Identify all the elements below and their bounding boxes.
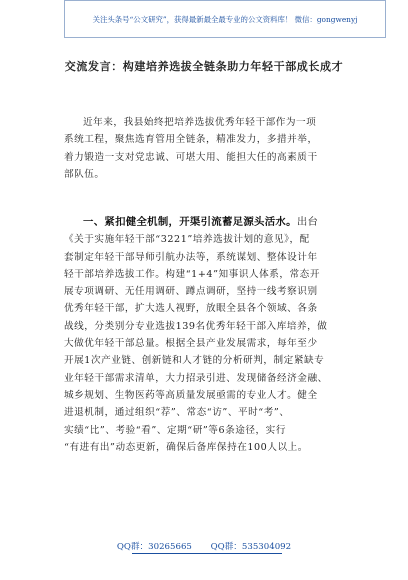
paragraph-line: 业年轻干部需求清单，大力招录引进、发现储备经济金融、 bbox=[64, 372, 328, 384]
paragraph-line: 实绩“比”、考验“看”、定期“研”等6条途径，实行 bbox=[64, 424, 286, 436]
section-one-paragraph bbox=[64, 214, 356, 456]
paragraph-line: 展专项调研、无任用调研、蹲点调研，坚持一线考察识别 bbox=[64, 286, 318, 298]
paragraph-line: 大做优年轻干部总量。根据全县产业发展需求，每年至少 bbox=[64, 338, 318, 350]
top-banner bbox=[64, 0, 386, 38]
paragraph-line: 部队伍。 bbox=[64, 169, 105, 181]
footer bbox=[0, 540, 408, 552]
page-title: 交流发言：构建培养选拔全链条助力年轻干部成长成才 bbox=[64, 60, 344, 73]
footer-underline bbox=[132, 553, 282, 554]
paragraph-line: “有进有出”动态更新，确保后备库保持在100人以上。 bbox=[64, 441, 308, 453]
paragraph-line: 优秀年轻干部，扩大选人视野，放眼全县各个领域、各条 bbox=[64, 303, 318, 315]
footer-qq-group-2: QQ群：535304092 bbox=[210, 542, 292, 552]
paragraph-line: 进退机制，通过组织“荐”、常态“访”、平时“考”、 bbox=[64, 407, 290, 419]
footer-qq-group-1: QQ群：30265665 bbox=[116, 542, 192, 552]
section-heading-continuation: 出台 bbox=[296, 216, 319, 228]
paragraph-line: 套制定年轻干部导师引航办法等，系统谋划、整体设计年 bbox=[64, 251, 318, 263]
paragraph-line: 轻干部培养选拔工作。构建“1+4”知事识人体系，常态开 bbox=[64, 268, 320, 280]
paragraph-line: 着力锻造一支对党忠诚、可堪大用、能担大任的高素质干 bbox=[64, 151, 318, 163]
paragraph-line: 城乡规划、生物医药等高质量发展亟需的专业人才。健全 bbox=[64, 389, 318, 401]
section-heading-line bbox=[64, 214, 356, 231]
paragraph-line: 近年来，我县始终把培养选拔优秀年轻干部作为一项 bbox=[83, 117, 317, 128]
paragraph-line: 开展1次产业链、创新链和人才链的分析研判，制定紧缺专 bbox=[64, 355, 325, 367]
section-heading: 一、紧扣健全机制，开渠引流蓄足源头活水。 bbox=[83, 216, 297, 228]
intro-paragraph bbox=[64, 114, 356, 184]
banner-text: 关注头条号“公文研究”，获得最新最全最专业的公文资料库！ 微信：gongwenyj bbox=[92, 15, 358, 24]
paragraph-line: 战线，分类别分专业选拔139名优秀年轻干部入库培养，做 bbox=[64, 320, 328, 332]
paragraph-line: 系统工程，聚焦选育管用全链条，精准发力，多措并举， bbox=[64, 134, 318, 146]
paragraph-line: 《关于实施年轻干部“3221”培养选拔计划的意见》，配 bbox=[64, 234, 310, 246]
